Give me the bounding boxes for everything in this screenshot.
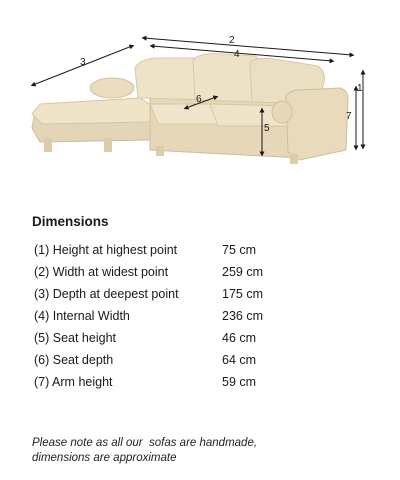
spec-value: 236 cm bbox=[222, 309, 263, 323]
spec-value: 59 cm bbox=[222, 375, 257, 389]
callout-6: 6 bbox=[196, 94, 202, 105]
spec-label: (2) Width at widest point bbox=[34, 265, 169, 279]
spec-label: (4) Internal Width bbox=[34, 309, 130, 323]
spec-row bbox=[34, 243, 334, 265]
spec-value: 175 cm bbox=[222, 287, 263, 301]
dimensions-list bbox=[34, 243, 334, 397]
spec-label: (3) Depth at deepest point bbox=[34, 287, 179, 301]
note-line: dimensions are approximate bbox=[32, 452, 177, 464]
spec-row bbox=[34, 331, 334, 353]
spec-row bbox=[34, 353, 334, 375]
spec-value: 259 cm bbox=[222, 265, 263, 279]
callout-5: 5 bbox=[264, 123, 270, 134]
note-line: Please note as all our sofas are handmade, bbox=[32, 437, 258, 449]
callout-7: 7 bbox=[346, 111, 352, 122]
handmade-note bbox=[32, 436, 372, 466]
spec-value: 64 cm bbox=[222, 353, 257, 367]
spec-value: 46 cm bbox=[222, 331, 257, 345]
spec-value: 75 cm bbox=[222, 243, 257, 257]
callout-1: 1 bbox=[357, 83, 363, 94]
dimensions-heading: Dimensions bbox=[32, 214, 109, 229]
spec-row bbox=[34, 309, 334, 331]
spec-label: (1) Height at highest point bbox=[34, 243, 178, 257]
sofa-illustration bbox=[0, 0, 400, 200]
spec-row bbox=[34, 265, 334, 287]
sofa-dimension-diagram bbox=[0, 0, 400, 200]
spec-label: (7) Arm height bbox=[34, 375, 113, 389]
callout-4: 4 bbox=[234, 49, 240, 60]
spec-label: (6) Seat depth bbox=[34, 353, 114, 367]
callout-2: 2 bbox=[229, 35, 235, 46]
spec-label: (5) Seat height bbox=[34, 331, 116, 345]
sofa-body bbox=[32, 54, 348, 164]
callout-3: 3 bbox=[80, 57, 86, 68]
spec-row bbox=[34, 287, 334, 309]
spec-row bbox=[34, 375, 334, 397]
